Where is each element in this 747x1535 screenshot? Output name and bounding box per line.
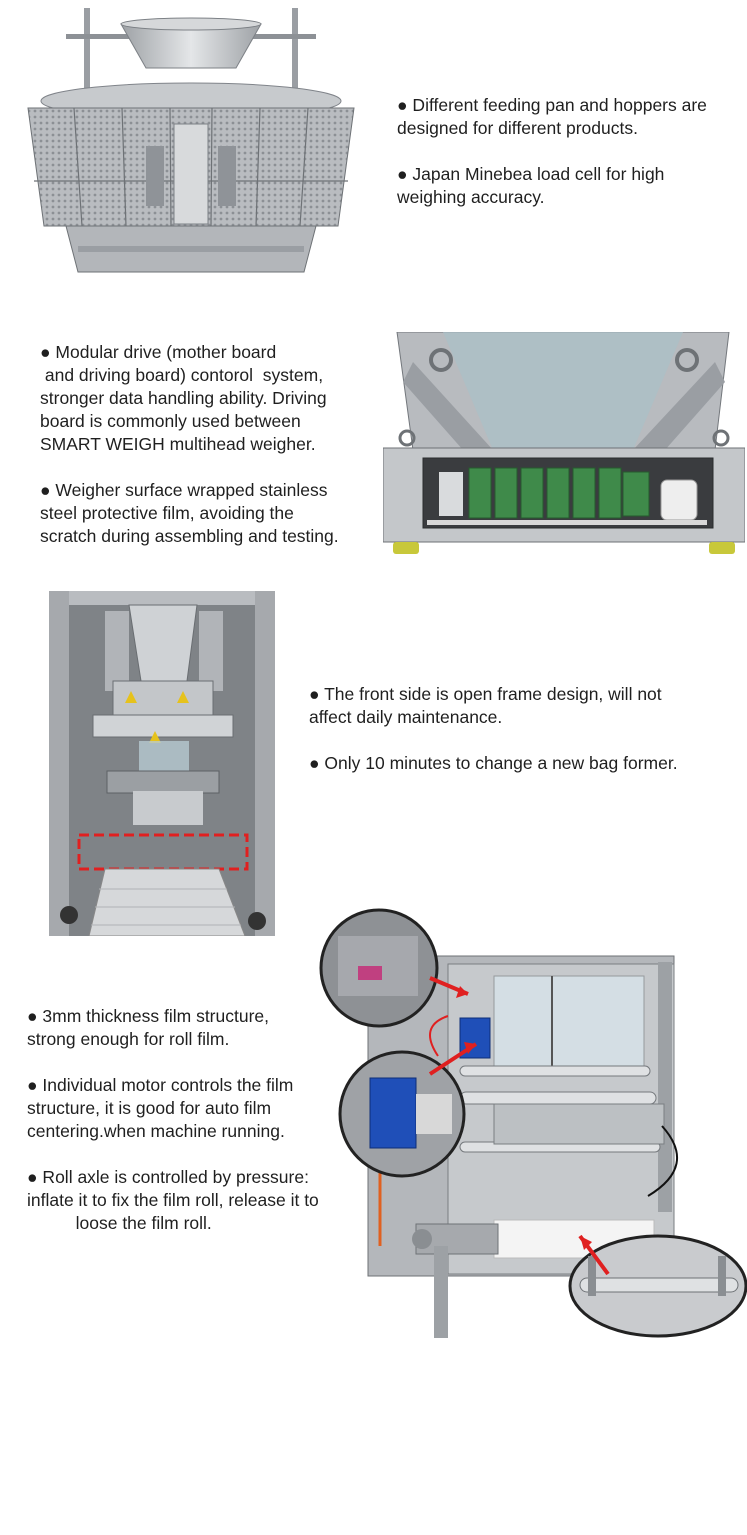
paragraph: ● 3mm thickness film structure, strong enough for roll film.	[27, 1006, 270, 1049]
film-structure-image	[318, 906, 747, 1338]
open-frame-image	[49, 591, 275, 936]
multihead-weigher-text	[397, 94, 707, 209]
paragraph: ● Individual motor controls the film structure, it is good for auto film centering.when machine running.	[27, 1075, 294, 1141]
paragraph: ● Weigher surface wrapped stainless steel protective film, avoiding the scratch during assembling and testing.	[40, 480, 339, 546]
paragraph: ● Only 10 minutes to change a new bag former.	[309, 753, 678, 773]
multihead-weigher-image	[26, 6, 356, 276]
driving-board-image	[383, 332, 745, 557]
paragraph: ● Different feeding pan and hoppers are designed for different products.	[397, 95, 707, 138]
paragraph: ● Japan Minebea load cell for high weighing accuracy.	[397, 164, 665, 207]
paragraph: ● The front side is open frame design, will not affect daily maintenance.	[309, 684, 662, 727]
paragraph: ● Roll axle is controlled by pressure: inflate it to fix the film roll, release it to loose the film roll.	[27, 1167, 319, 1233]
modular-drive-text	[40, 341, 339, 548]
open-frame-text	[309, 683, 678, 775]
paragraph: ● Modular drive (mother board and driving board) contorol system, stronger data handling ability. Driving board is commonly used between SMART WEIGH multihead weigher.	[40, 342, 327, 454]
film-structure-text	[27, 1005, 319, 1235]
